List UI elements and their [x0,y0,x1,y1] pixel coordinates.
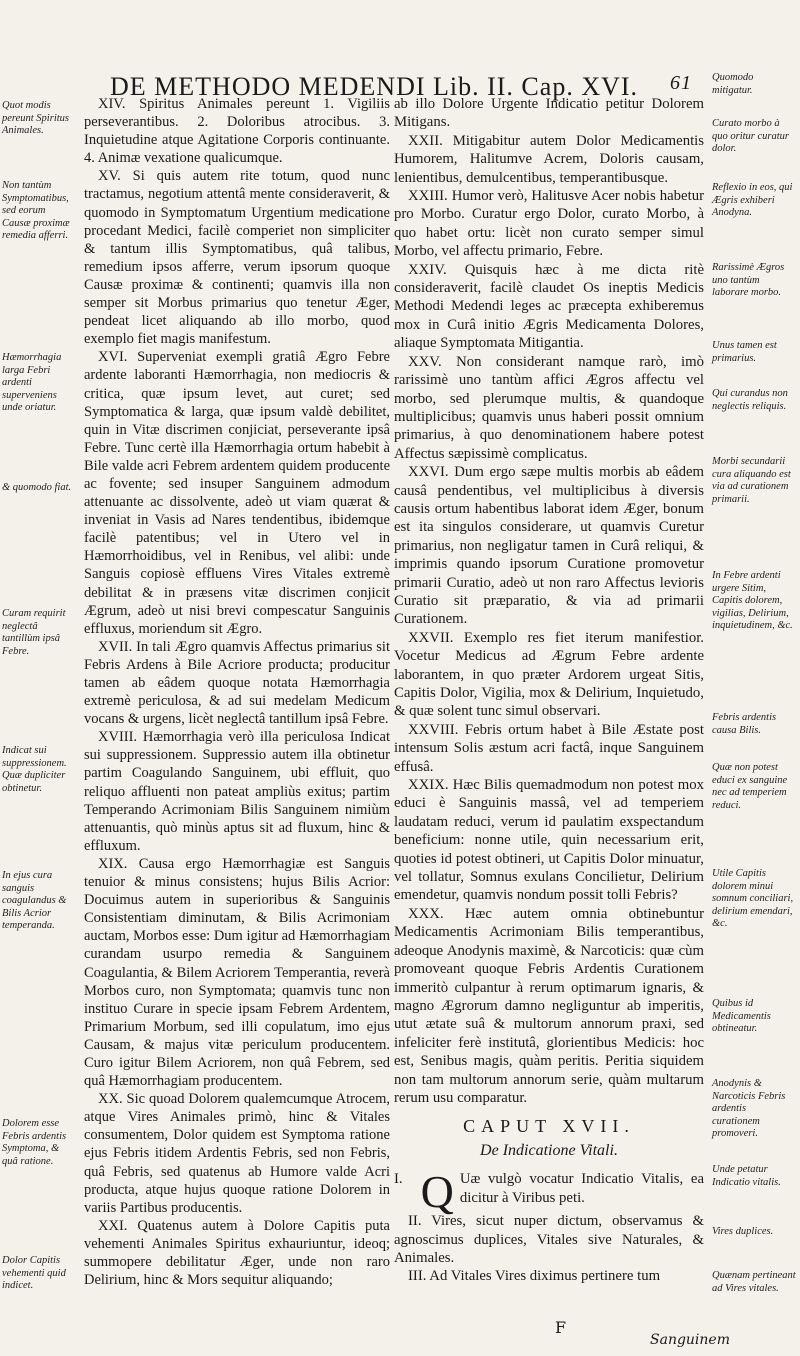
paragraph: III. Ad Vitales Vires diximus pertinere tum [408,1268,661,1285]
paragraph: XXV. Non considerant namque rarò, imò rarissimè uno tantùm affici Ægros affectu vel morbo, sed plerumque multis, & quandoque multiplicibus; quamvis unus haberi possit omnium primarius, à quo denominationem habere potest Affectus sæpissimè complicatus. [394,353,704,462]
paragraph: XXIII. Humor verò, Halitusve Acer nobis habetur pro Morbo. Curatur ergo Dolor, curato Morbo, à quo habet ortu: licèt non curato semper simul Morbo, vel affectu primario, Febre. [394,188,704,260]
drop-cap: Q [420,1166,454,1218]
margin-note: Quænam pertineant ad Vires vitales. [712,1270,796,1294]
margin-note: Unus tamen est primarius. [712,340,777,364]
paragraph: XVI. Superveniat exempli gratiâ Ægro Febre ardente laboranti Hæmorrhagia, non mediocris & critica, quæ ipsum levet, aut curet; sed Symptomatica & larga, quæ ipsum valdè debilitet, quin in Vitæ discrimen conjiciat, perseverante ipsâ Febre. Tunc certè illa Hæmorrhagia ortum habebit à Bile valde acri Febrem ardentem quidem producente ac fovente; sed insuper Sanguinem admodum attenuante ac dissolvente, adeò ut viam quærat & inveniat in Vasis ad Nares tendentibus, ibidemque facilè patentibus; vel in Utero vel in Hæmorrhoidibus, vel in Renibus, vel alibi: unde Sanguis copiosè effluens Vires Vitales extremè debilitat & in præsens vitæ discrimen conjicit Ægrum, adeò ut nisi brevi compescatur Sanguinis effluxus, moriendum sit Ægro. [84,349,390,637]
margin-note: Rarissimè Ægros uno tantùm laborare morbo. [712,262,785,298]
paragraph: ab illo Dolore Urgente Indicatio petitur Dolorem Mitigans. [394,96,704,131]
margin-note: Hæmorrhagia larga Febri ardenti superveniens unde oriatur. [2,352,62,413]
paragraph: XVIII. Hæmorrhagia verò illa periculosa Indicat sui suppressionem. Suppressio autem illa obtinetur partim Coagulando Sanguinem, ubi effluit, quo reliquo affluenti non pateat ampliùs exitus; partim Temperando Acrimoniam Bilis Sanguinem nimiùm attenuantis, quò minùs aptus sit ad fluxum, hinc & effluxum. [84,729,390,854]
margin-note: Unde petatur Indicatio vitalis. [712,1164,781,1188]
margin-note: In Febre ardenti urgere Sitim, Capitis dolorem, vigilias, Delirium, inquietudinem, &c. [712,570,793,631]
running-title: DE METHODO MEDENDI Lib. II. Cap. XVI. [110,72,639,101]
right-text-column [394,95,704,1286]
margin-note: Indicat sui suppressionem. Quæ dupliciter obtinetur. [2,745,67,794]
paragraph: XXX. Hæc autem omnia obtinebuntur Medicamentis Acrimoniam Bilis temperantibus, adeoque Anodynis maximè, & Narcoticis: quæ cùm promoveant quoque Febris Ardentis Curationem immeritò culpantur à rerum optimarum ignaris, & magno Ægrorum damno negliguntur ab imperitis, utut ætate suâ & multorum annorum praxi, sed infeliciter ferè institutâ, glorientibus Medicis: hoc est, Senibus magis, quàm peritis. Peritia siquidem non tam multorum annorum serie, quàm multarum rerum usu comparatur. [394,905,704,1106]
margin-note: In ejus cura sanguis coagulandus & Bilis Acrior temperanda. [2,870,67,931]
left-text-column [84,95,390,1289]
margin-note: Non tantùm Symptomatibus, sed eorum Causæ proximæ remedia afferri. [2,180,70,241]
paragraph: XIX. Causa ergo Hæmorrhagiæ est Sanguis tenuior & minus consistens; hujus Bilis Acrior: Docuimus autem in superioribus & Sanguinis Consistentiam diminutam, & Bilis Acrimoniam auctam, Morbos esse: Dum igitur ad Hæmorrhagiam curandam usurpo remedia & Sanguinem Coagulantia, & Bilem Acriorem Temperantia, reverà Morbos curo, non Symptomata; quamvis tunc non instituo Curare in specie ipsam Febrem Ardentem, Primarium Morbum, sed illi copulatum, imo ejus Causam, & majus vitæ periculum producentem. Curo igitur Bilem Acriorem, non quâ Febrem, sed quâ Hæmorrhagiam producentem. [84,855,390,1090]
signature-mark: F [555,1318,567,1337]
paragraph: II. Vires, sicut nuper dictum, observamus & agnoscimus duplices, Vitales sive Naturales, & Animales. [394,1213,704,1266]
margin-note: Quomodo mitigatur. [712,72,754,96]
margin-note: Quibus id Medicamentis obtineatur. [712,998,771,1034]
paragraph: XXII. Mitigabitur autem Dolor Medicamentis Humorem, Halitumve Acrem, Doloris causam, lenientibus, demulcentibus, temperantibusque. [394,132,704,186]
paragraph: XXIV. Quisquis hæc à me dicta ritè consideraverit, facilè claudet Os ineptis Medicis Methodi Medendi leges ac præcepta exhiberemus mox in Curâ initio Ægris Medicamenta Dolores, aliaque Symptomata Mitigantia. [394,261,704,352]
margin-note: Anodynis & Narcoticis Febris ardentis curationem promoveri. [712,1078,786,1139]
margin-note: Morbi secundarii cura aliquando est via ad curationem primarii. [712,456,791,505]
margin-note: Quot modis pereunt Spiritus Animales. [2,100,69,136]
paragraph: XXI. Quatenus autem à Dolore Capitis puta vehementi Animales Spiritus exhauriuntur, ideoq; summopere debilitatur Æger, unde non raro Delirium, hinc & Mors sequitur aliquando; [84,1217,390,1289]
paragraph: XXVIII. Febris ortum habet à Bile Æstate post intensum Solis æstum acri factâ, inque Sanguinem effusâ. [394,721,704,775]
paragraph: Uæ vulgò vocatur Indicatio Vitalis, ea dicitur à Viribus peti. [459,1171,704,1206]
paragraph: XX. Sic quoad Dolorem qualemcumque Atrocem, atque Vires Animales primò, hinc & Vitales consumentem, Dolor quidem est Symptoma ratione ejus Febris itidem Ardentis Febris, sed non Febris, quâ Febris, sed quatenus ab Humore valde Acri producta, atque hujus quoque ratione Dolorem in variis Partibus producentis. [84,1091,390,1216]
margin-note: Dolor Capitis vehementi quid indicet. [2,1255,66,1291]
paragraph: XV. Si quis autem rite totum, quod nunc tractamus, negotium attentâ mente consideraverit, & quomodo in Symptomatum Urgentium medicatione procedant Medici, facilè comperiet non simpliciter & tantum illis Symptomatibus, quâ talibus, remedium ipsos afferre, verum ipsorum quoque Causæ proximæ & continenti; quamvis illa non semper sit Morbus primarius quo tenetur Æger, pendeat licet aliquando ab illo morbo, quod exemplo fiet magis manifestum. [84,168,390,348]
chapter-subtitle: De Indicatione Vitali. [480,1141,618,1159]
margin-note: Vires duplices. [712,1226,774,1237]
margin-note: Utile Capitis dolorem minui somnum conciliari, delirium emendari, &c. [712,868,794,929]
margin-note: Febris ardentis causa Bilis. [712,712,777,736]
margin-note: Reflexio in eos, qui Ægris exhiberi Anodyna. [712,182,793,218]
margin-note: Curam requirit neglectâ tantillùm ipsâ Febre. [2,608,66,657]
margin-note: Dolorem esse Febris ardentis Symptoma, & quâ ratione. [2,1118,67,1167]
paragraph-number: I. [394,1171,403,1188]
paragraph: XXVII. Exemplo res fiet iterum manifestior. Vocetur Medicus ad Ægrum Febre ardente laborantem, in quo præter Ardorem urgeat Sitis, Capitis Dolor, Vigilia, mox & Delirium, Inquietudo, & quæ solent tunc simul observari. [394,629,704,720]
catchword: Sanguinem [650,1332,730,1348]
margin-note: & quomodo fiat. [2,482,72,493]
margin-note: Curato morbo à quo oritur curatur dolor. [712,118,790,154]
paragraph: XXIX. Hæc Bilis quemadmodum non potest mox educi è Sanguinis massâ, vel ad temperiem laudatam reduci, verum id paulatim exspectandum beneficium: nonne utile, quin necessarium erit, quoties id potest obtineri, ut Capitis Dolor minuatur, vel tollatur, Somnus exulans Concilietur, Delirium emendetur, quamvis nondum possit tolli Febris? [394,777,704,904]
margin-note: Qui curandus non neglectis reliquis. [712,388,788,412]
paragraph: XIV. Spiritus Animales pereunt 1. Vigiliis perseverantibus. 2. Doloribus atrocibus. 3. Inquietudine atque Agitatione Corporis continuante. 4. Animæ vexatione qualicumque. [84,96,390,167]
page-number: 61 [670,72,692,94]
margin-note: Quæ non potest educi ex sanguine nec ad temperiem reduci. [712,762,788,811]
chapter-title: CAPUT XVII. [463,1116,635,1137]
paragraph: XXVI. Dum ergo sæpe multis morbis ab eâdem causâ pendentibus, vel multiplicibus à diversis causis ortum habentibus laborat idem Æger, bonum est ita singulos considerare, ut quamvis Curetur primarius, non negligatur tamen in Curâ reliqui, & imprimis quando ipsorum Curatione promovetur primarii Curatio, adeò ut non raro Affectus levioris Curatio sit præparatio, & via ad primarii Curationem. [394,464,704,628]
paragraph: XVII. In tali Ægro quamvis Affectus primarius sit Febris Ardens à Bile Acriore producta; producitur tamen ab eâdem quoque notata Hæmorrhagia extremè periculosa, & ad sui medelam Medicum vocans & urgens, licèt neglectâ tantillum ipsâ Febre. [84,638,390,728]
